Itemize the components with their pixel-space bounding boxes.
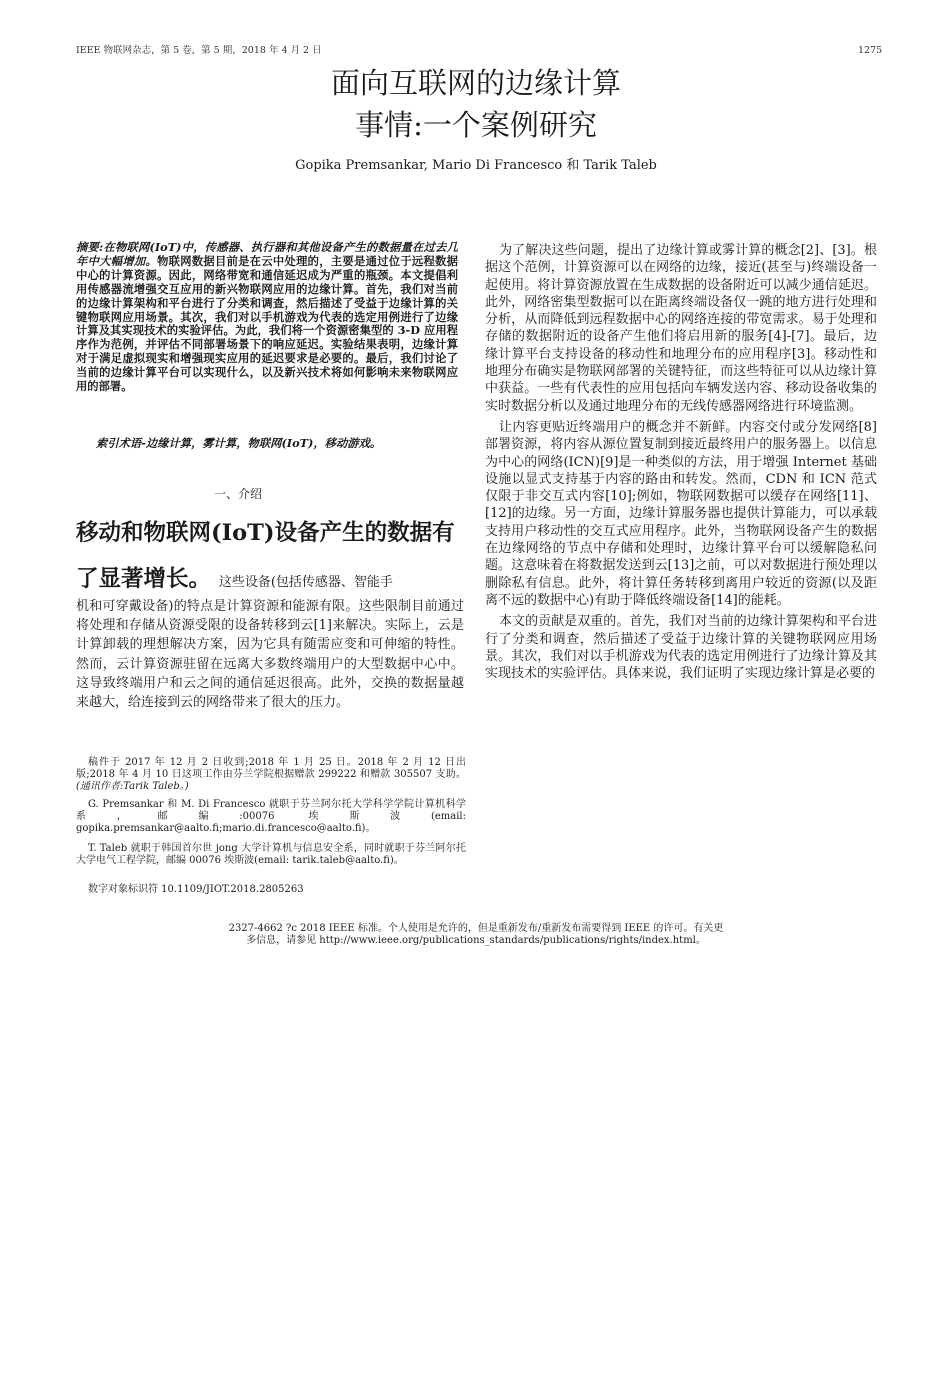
page-number: 1275 [858,45,883,56]
intro-lead [76,510,468,602]
footnote-affiliation-1: G. Premsankar 和 M. Di Francesco 就职于芬兰阿尔托大学科学学院计算机科学系，邮编:00076 埃斯波(email: gopika.premsankar@aalto.fi;mario.di.francesco@aalto.fi)。 [76,799,466,834]
intro-paragraph: 机和可穿戴设备)的特点是计算资源和能源有限。这些限制目前通过将处理和存储从资源受限的设备转移到云[1]来解决。实际上，云是计算卸载的理想解决方案，因为它具有随需应变和可伸缩的特性。然而，云计算资源驻留在远离大多数终端用户的大型数据中心中。这导致终端用户和云之间的通信延迟很高。此外，交换的数据量越来越大，给连接到云的网络带来了很大的压力。 [76,599,464,711]
footnote-received: 稿件于 2017 年 12 月 2 日收到;2018 年 1 月 25 日。2018 年 2 月 12 日出版;2018 年 4 月 10 日这项工作由芬兰学院根据赠款 299222 和赠款 305507 支助。(通讯作者:Tarik Taleb。) [76,757,466,792]
abstract-label: 摘要:在物联网(IoT)中，传感器、执行器和其他设备产生的数据量在过去几年中大幅增加。 [76,240,458,268]
paragraph-3: 本文的贡献是双重的。首先，我们对当前的边缘计算架构和平台进行了分类和调查，然后描述了受益于边缘计算的关键物联网应用场景。其次，我们对以手机游戏为代表的选定用例进行了边缘计算及其实现技术的实验评估。具体来说，我们证明了实现边缘计算是必要的 [485,614,877,682]
copyright-line-1: 2327-4662 ?c 2018 IEEE 标准。个人使用是允许的，但是重新发布/重新发布需要得到 IEEE 的许可。有关更 [228,923,724,934]
copyright-notice [150,923,802,947]
paragraph-1: 为了解决这些问题，提出了边缘计算或雾计算的概念[2]、[3]。根据这个范例，计算资源可以在网络的边缘，接近(甚至与)终端设备一起使用。将计算资源放置在生成数据的设备附近可以减少通信延迟。此外，网络密集型数据可以在距离终端设备仅一跳的地方进行处理和分析，从而降低到远程数据中心的网络连接的带宽需求。易于处理和存储的数据附近的设备产生他们将启用新的服务[4]-[7]。最后，边缘计算平台支持设备的移动性和地理分布的应用程序[3]。移动性和地理分布确实是物联网部署的关键特征，而这些特征可以从边缘计算中获益。一些有代表性的应用包括向车辆发送内容、移动设备收集的实时数据分析以及通过地理分布的无线传感器网络进行环境监测。 [485,243,877,414]
copyright-line-2: 多信息，请参见 http://www.ieee.org/publications_standards/publications/rights/index.html。 [246,935,706,946]
intro-lead-bold: 移动和物联网(IoT)设备产生的数据有了显著增长。 [76,520,455,592]
paper-title-line-1: 面向互联网的边缘计算 [330,66,621,100]
intro-lead-rest: 这些设备(包括传感器、智能手 [218,575,393,590]
running-header: IEEE 物联网杂志，第 5 卷，第 5 期，2018 年 4 月 2 日 [76,45,322,56]
paper-title-line-2: 事情:一个案例研究 [355,108,597,142]
abstract-text: 物联网数据目前是在云中处理的，主要是通过位于远程数据中心的计算资源。因此，网络带宽和通信延迟成为严重的瓶颈。本文提倡利用传感器流增强交互应用的新兴物联网应用的边缘计算。首先，我们对当前的边缘计算架构和平台进行了分类和调查，然后描述了受益于边缘计算的关键物联网应用场景。其次，我们对以手机游戏为代表的选定用例进行了边缘计算及其实现技术的实验评估。为此，我们将一个资源密集型的 3-D 应用程序作为范例，并评估不同部署场景下的响应延迟。实验结果表明，边缘计算对于满足虚拟现实和增强现实应用的延迟要求是必要的。最后，我们讨论了当前的边缘计算平台可以实现什么，以及新兴技术将如何影响未来物联网应用的部署。 [76,253,458,394]
footnote-corresponding: (通讯作者:Tarik Taleb。) [76,781,189,792]
paragraph-2: 让内容更贴近终端用户的概念并不新鲜。内容交付或分发网络[8]部署资源，将内容从源位置复制到接近最终用户的服务器上。以信息为中心的网络(ICN)[9]是一种类似的方法，用于增强 Internet 基础设施以显式支持基于内容的路由和转发。然而，CDN 和 ICN 范式仅限于非交互式内容[10];例如，物联网数据可以缓存在网络[11]、[12]的边缘。另一方面，边缘计算服务器也提供计算能力，可以承载支持用户移动性的交互式应用程序。此外，当物联网设备产生的数据在边缘网络的节点中存储和处理时，边缘计算平台可以缓解隐私问题。这意味着在将数据发送到云[13]之前，可以对数据进行预处理以删除私有信息。此外，将计算任务转移到离用户较近的资源(以及距离不远的数据中心)有助于降低终端设备[14]的能耗。 [485,419,877,608]
section-heading-introduction: 一、介绍 [214,487,263,501]
footnote-affiliation-2: T. Taleb 就职于韩国首尔世 jong 大学计算机与信息安全系，同时就职于芬兰阿尔托大学电气工程学院，邮编 00076 埃斯波(email: tarik.taleb@aalto.fi)。 [76,843,466,866]
right-column [485,242,877,686]
abstract [76,241,458,394]
author-list: Gopika Premsankar, Mario Di Francesco 和 Tarik Taleb [295,158,657,173]
index-terms: 索引术语-边缘计算，雾计算，物联网(IoT)，移动游戏。 [96,436,382,450]
footnote-doi: 数字对象标识符 10.1109/JIOT.2018.2805263 [88,884,304,895]
